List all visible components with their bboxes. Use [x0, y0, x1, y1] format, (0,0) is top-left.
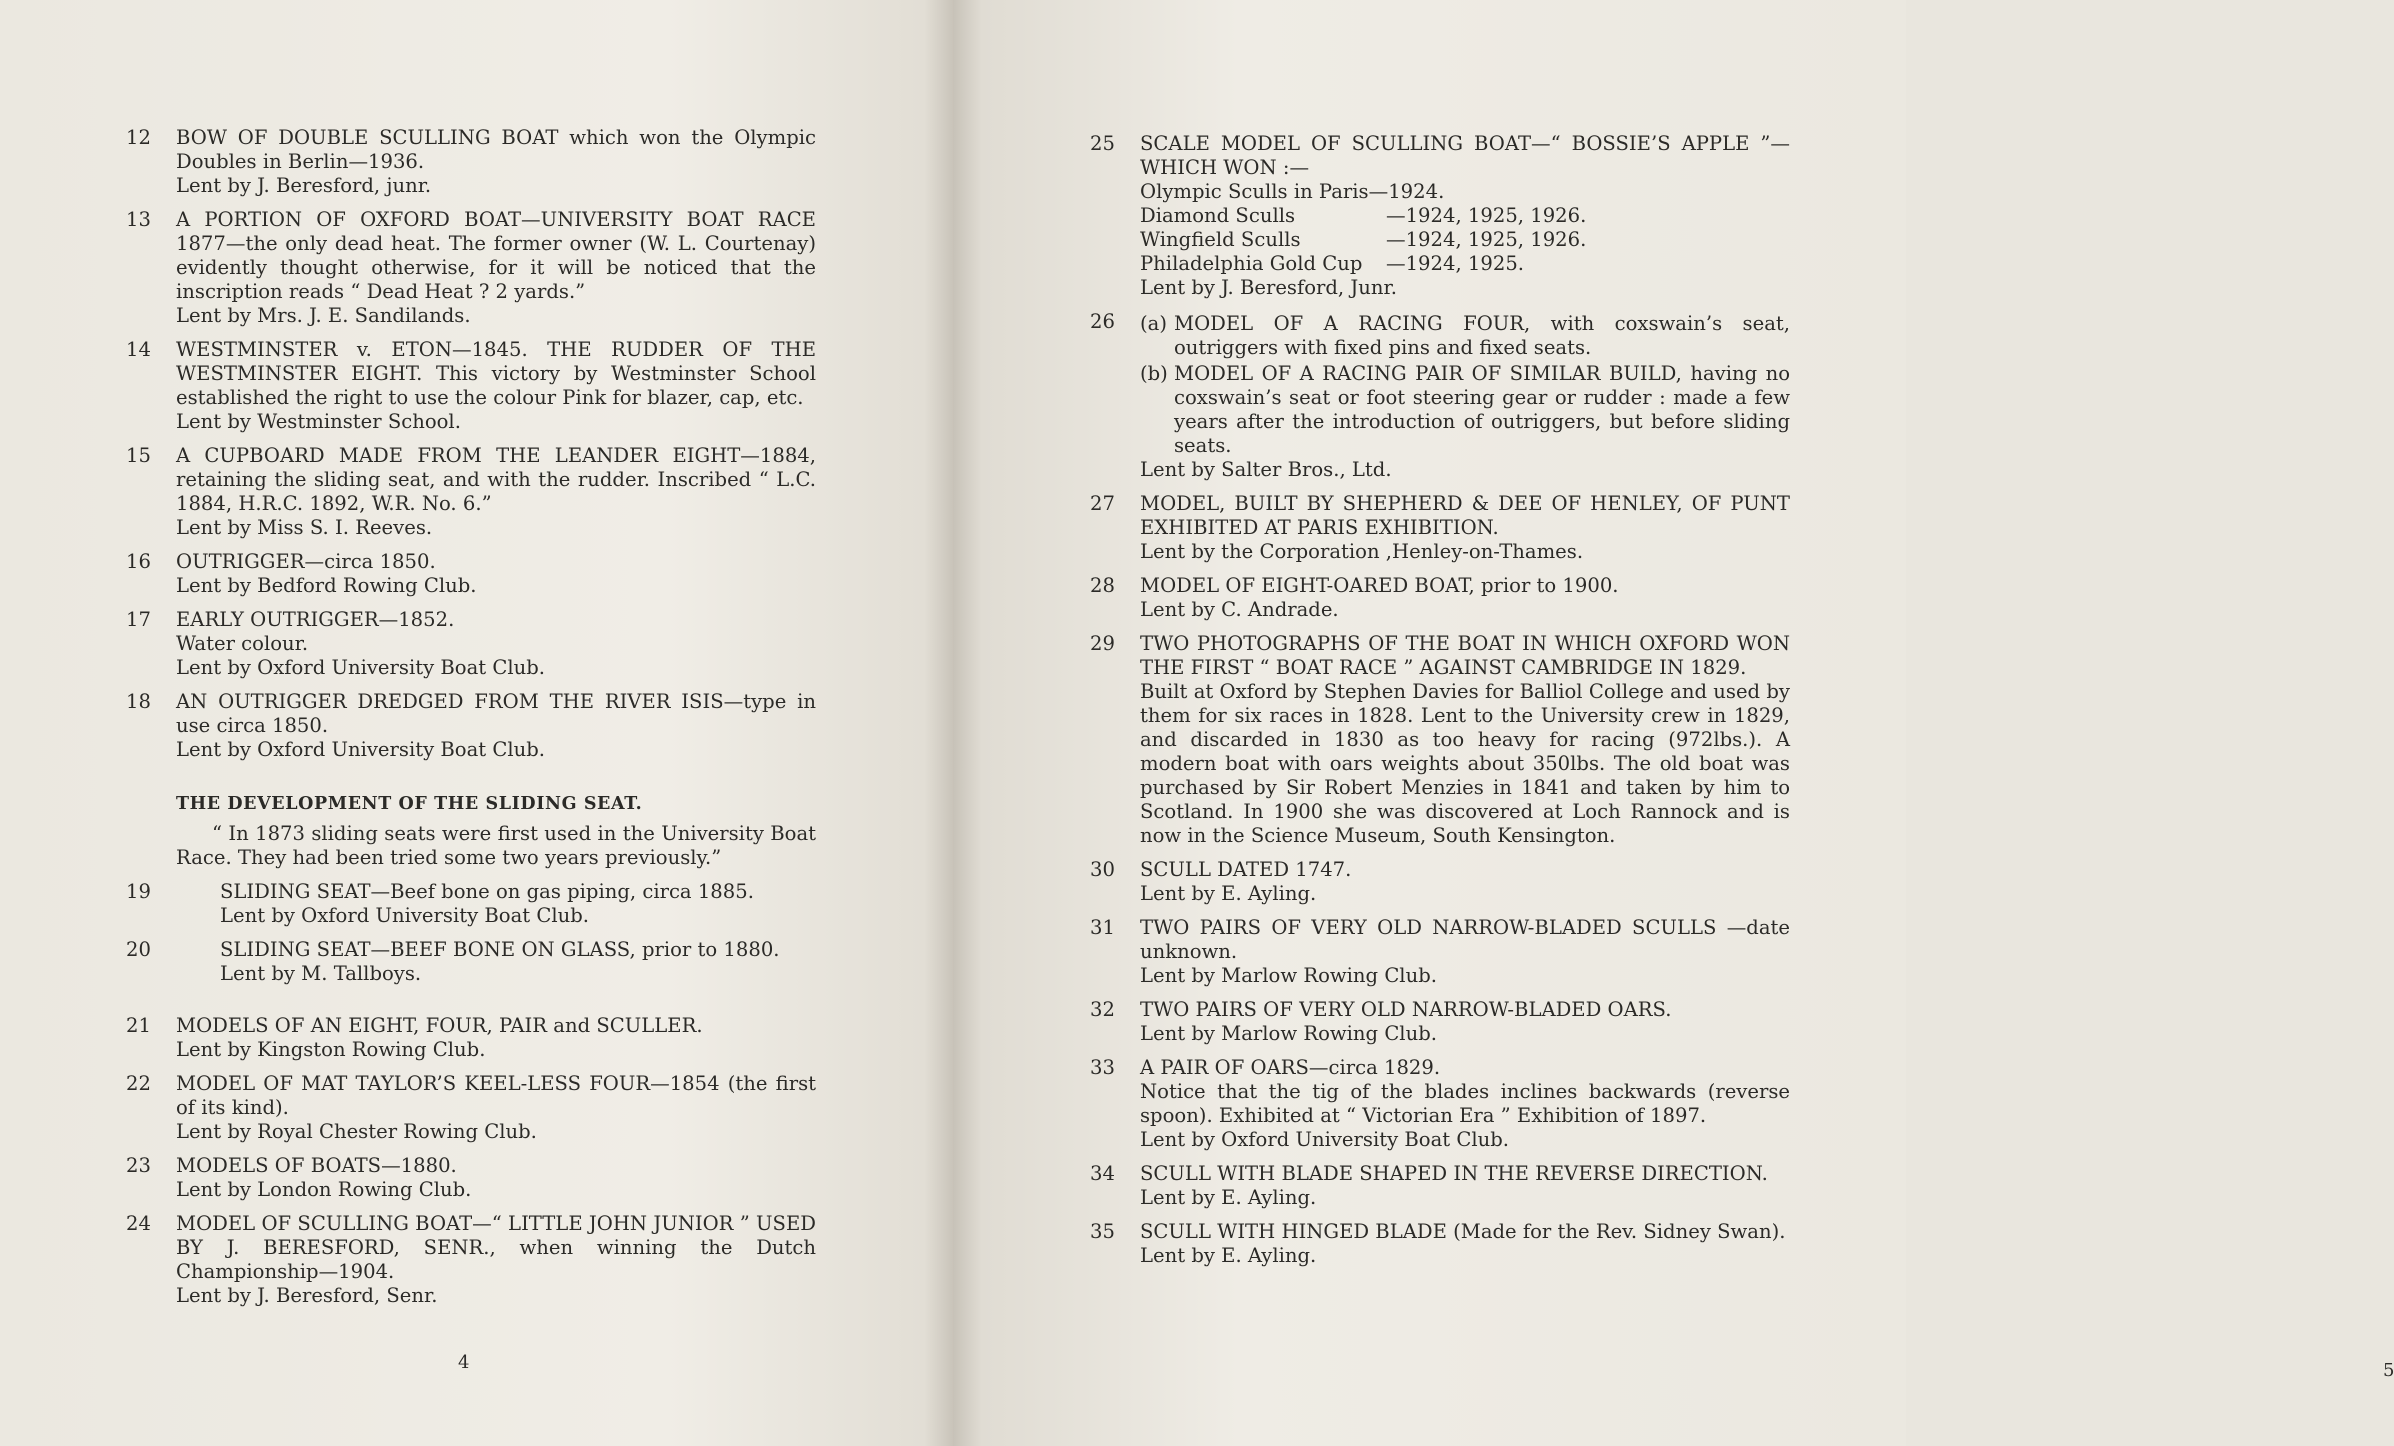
lender: Lent by E. Ayling.: [1140, 882, 1317, 905]
entry-text: MODEL, BUILT BY SHEPHERD & DEE OF HENLEY, OF PUNT EXHIBITED AT PARIS EXHIBITION.: [1140, 492, 1790, 539]
right-page: [953, 0, 2394, 1446]
entry-19: [126, 880, 816, 928]
entry-text: AN OUTRIGGER DREDGED FROM THE RIVER ISIS—type in use circa 1850.: [176, 690, 816, 737]
entry-number: 19: [126, 880, 151, 903]
entry-note: Notice that the tig of the blades inclines backwards (reverse spoon). Exhibited at “ Victorian Era ” Exhibition of 1897.: [1140, 1080, 1790, 1127]
lender: Lent by E. Ayling.: [1140, 1186, 1317, 1209]
entry-text: BOW OF DOUBLE SCULLING BOAT which won the Olympic Doubles in Berlin—1936.: [176, 126, 816, 173]
lender: Lent by Mrs. J. E. Sandilands.: [176, 304, 471, 327]
entry-number: 27: [1090, 492, 1115, 515]
entry-number: 33: [1090, 1056, 1115, 1079]
entry-body: [176, 208, 816, 328]
lender: Lent by J. Beresford, junr.: [176, 174, 432, 197]
entry-text: TWO PAIRS OF VERY OLD NARROW-BLADED SCULLS —date unknown.: [1140, 916, 1790, 963]
lender: Lent by Westminster School.: [176, 410, 461, 433]
entry-body: [176, 690, 816, 762]
entry-number: 12: [126, 126, 151, 149]
entry-body: [176, 1014, 816, 1062]
entry-15: [126, 444, 816, 540]
record-name: Philadelphia Gold Cup: [1140, 252, 1363, 275]
entry-16: [126, 550, 816, 598]
entry-text: EARLY OUTRIGGER—1852.: [176, 608, 455, 631]
entry-body: [176, 1212, 816, 1308]
entry-body: [176, 608, 816, 680]
lender: Lent by Miss S. I. Reeves.: [176, 516, 433, 539]
lender: Lent by Kingston Rowing Club.: [176, 1038, 486, 1061]
entry-13: [126, 208, 816, 328]
entry-number: 17: [126, 608, 151, 631]
lender: Lent by Marlow Rowing Club.: [1140, 964, 1437, 987]
entry-note: Water colour.: [176, 632, 309, 655]
entry-number: 24: [126, 1212, 151, 1235]
record-name: Diamond Sculls: [1140, 204, 1296, 227]
lender: Lent by Marlow Rowing Club.: [1140, 1022, 1437, 1045]
record-years: —1924, 1925.: [1386, 252, 1525, 275]
entry-18: [126, 690, 816, 762]
entry-text: MODEL OF MAT TAYLOR’S KEEL-LESS FOUR—1854 (the first of its kind).: [176, 1072, 816, 1119]
entry-text: SLIDING SEAT—Beef bone on gas piping, circa 1885.: [220, 880, 754, 903]
lender: Lent by Salter Bros., Ltd.: [1140, 458, 1392, 481]
lender: Lent by Bedford Rowing Club.: [176, 574, 477, 597]
entry-12: [126, 126, 816, 198]
entry-text: WESTMINSTER v. ETON—1845. THE RUDDER OF THE WESTMINSTER EIGHT. This victory by Westminster School established the right to use the colour Pink for blazer, cap, etc.: [176, 338, 816, 409]
entry-number: 23: [126, 1154, 151, 1177]
entry-text: MODEL OF SCULLING BOAT—“ LITTLE JOHN JUNIOR ” USED BY J. BERESFORD, SENR., when winning the Dutch Championship—1904.: [176, 1212, 816, 1283]
entry-body: [176, 550, 816, 598]
entry-text: TWO PAIRS OF VERY OLD NARROW-BLADED OARS.: [1140, 998, 1672, 1021]
entry-number: 28: [1090, 574, 1115, 597]
entry-14: [126, 338, 816, 434]
entry-number: 32: [1090, 998, 1115, 1021]
entry-number: 18: [126, 690, 151, 713]
entry-body: [176, 1072, 816, 1144]
entry-body: [176, 1154, 816, 1202]
sub-label: (b): [1140, 362, 1168, 385]
lender: Lent by the Corporation ,Henley-on-Thames.: [1140, 540, 1584, 563]
entry-number: 15: [126, 444, 151, 467]
entry-text: SCALE MODEL OF SCULLING BOAT—“ BOSSIE’S APPLE ”—WHICH WON :—: [1140, 132, 1790, 179]
entry-number: 14: [126, 338, 151, 361]
entry-text: SCULL DATED 1747.: [1140, 858, 1352, 881]
spacer: [126, 996, 816, 1014]
entry-number: 25: [1090, 132, 1115, 155]
entry-number: 34: [1090, 1162, 1115, 1185]
entry-text: OUTRIGGER—circa 1850.: [176, 550, 436, 573]
entry-number: 16: [126, 550, 151, 573]
lender: Lent by J. Beresford, Senr.: [176, 1284, 438, 1307]
lender: Lent by London Rowing Club.: [176, 1178, 472, 1201]
entry-text: TWO PHOTOGRAPHS OF THE BOAT IN WHICH OXFORD WON THE FIRST “ BOAT RACE ” AGAINST CAMBRIDGE IN 1829.: [1140, 632, 1790, 679]
lender: Lent by E. Ayling.: [1140, 1244, 1317, 1267]
entry-text: A CUPBOARD MADE FROM THE LEANDER EIGHT—1884, retaining the sliding seat, and with the rudder. Inscribed “ L.C. 1884, H.R.C. 1892, W.R. No. 6.”: [176, 444, 816, 515]
entry-body: [176, 880, 816, 928]
entry-number: 26: [1090, 310, 1115, 333]
page-number-left: 4: [458, 1352, 470, 1373]
sub-label: (a): [1140, 312, 1167, 335]
entry-number: 31: [1090, 916, 1115, 939]
record-years: —1924, 1925, 1926.: [1386, 204, 1587, 227]
left-entries-c: [126, 1014, 816, 1308]
entry-24: [126, 1212, 816, 1308]
entry-17: [126, 608, 816, 680]
entry-text: MODELS OF BOATS—1880.: [176, 1154, 457, 1177]
entry-text: MODEL OF EIGHT-OARED BOAT, prior to 1900.: [1140, 574, 1619, 597]
left-page-content: [126, 126, 816, 1318]
entry-body: [176, 126, 816, 198]
section-heading: THE DEVELOPMENT OF THE SLIDING SEAT.: [176, 794, 643, 814]
entry-number: 13: [126, 208, 151, 231]
entry-body: [176, 938, 816, 986]
lender: Lent by C. Andrade.: [1140, 598, 1339, 621]
entry-23: [126, 1154, 816, 1202]
section-quote: “ In 1873 sliding seats were first used in the University Boat Race. They had been tried some two years previously.”: [176, 822, 816, 869]
entry-22: [126, 1072, 816, 1144]
entry-number: 30: [1090, 858, 1115, 881]
entry-number: 22: [126, 1072, 151, 1095]
entry-20: [126, 938, 816, 986]
entry-text: A PAIR OF OARS—circa 1829.: [1140, 1056, 1441, 1079]
entry-text: A PORTION OF OXFORD BOAT—UNIVERSITY BOAT RACE 1877—the only dead heat. The former owner (W. L. Courtenay) evidently thought otherwise, for it will be noticed that the inscription reads “ Dead Heat ? 2 yards.”: [176, 208, 816, 303]
entry-body: [176, 338, 816, 434]
entry-body: [176, 444, 816, 540]
entry-number: 35: [1090, 1220, 1115, 1243]
entry-text: MODELS OF AN EIGHT, FOUR, PAIR and SCULLER.: [176, 1014, 703, 1037]
left-entries-b: [126, 880, 816, 986]
record-name: Wingfield Sculls: [1140, 228, 1301, 251]
entry-text: SCULL WITH HINGED BLADE (Made for the Rev. Sidney Swan).: [1140, 1220, 1786, 1243]
entry-number: 21: [126, 1014, 151, 1037]
lender: Lent by M. Tallboys.: [220, 962, 422, 985]
sub-text: MODEL OF A RACING FOUR, with coxswain’s seat, outriggers with fixed pins and fixed seats.: [1174, 312, 1790, 359]
left-page: [0, 0, 953, 1446]
record-name: Olympic Sculls in Paris—1924.: [1140, 180, 1445, 203]
entry-number: 29: [1090, 632, 1115, 655]
lender: Lent by Oxford University Boat Club.: [176, 656, 546, 679]
sub-text: MODEL OF A RACING PAIR OF SIMILAR BUILD, having no coxswain’s seat or foot steering gear or rudder : made a few years after the introduction of outriggers, but before sliding seats.: [1174, 362, 1790, 457]
left-entries-a: [126, 126, 816, 762]
entry-note: Built at Oxford by Stephen Davies for Balliol College and used by them for six races in 1828. Lent to the University crew in 1829, and discarded in 1830 as too heavy for racing (972lbs.). A modern boat with oars weights about 350lbs. The old boat was purchased by Sir Robert Menzies in 1841 and taken by him to Scotland. In 1900 she was discovered at Loch Rannock and is now in the Science Museum, South Kensington.: [1140, 680, 1790, 847]
entry-21: [126, 1014, 816, 1062]
page-number-right: 5: [2383, 1360, 2394, 1381]
entry-number: 20: [126, 938, 151, 961]
entry-text: SLIDING SEAT—BEEF BONE ON GLASS, prior to 1880.: [220, 938, 780, 961]
lender: Lent by Oxford University Boat Club.: [220, 904, 590, 927]
lender: Lent by Oxford University Boat Club.: [1140, 1128, 1510, 1151]
entry-text: SCULL WITH BLADE SHAPED IN THE REVERSE DIRECTION.: [1140, 1162, 1768, 1185]
record-years: —1924, 1925, 1926.: [1386, 228, 1587, 251]
lender: Lent by J. Beresford, Junr.: [1140, 276, 1397, 299]
lender: Lent by Oxford University Boat Club.: [176, 738, 546, 761]
lender: Lent by Royal Chester Rowing Club.: [176, 1120, 537, 1143]
